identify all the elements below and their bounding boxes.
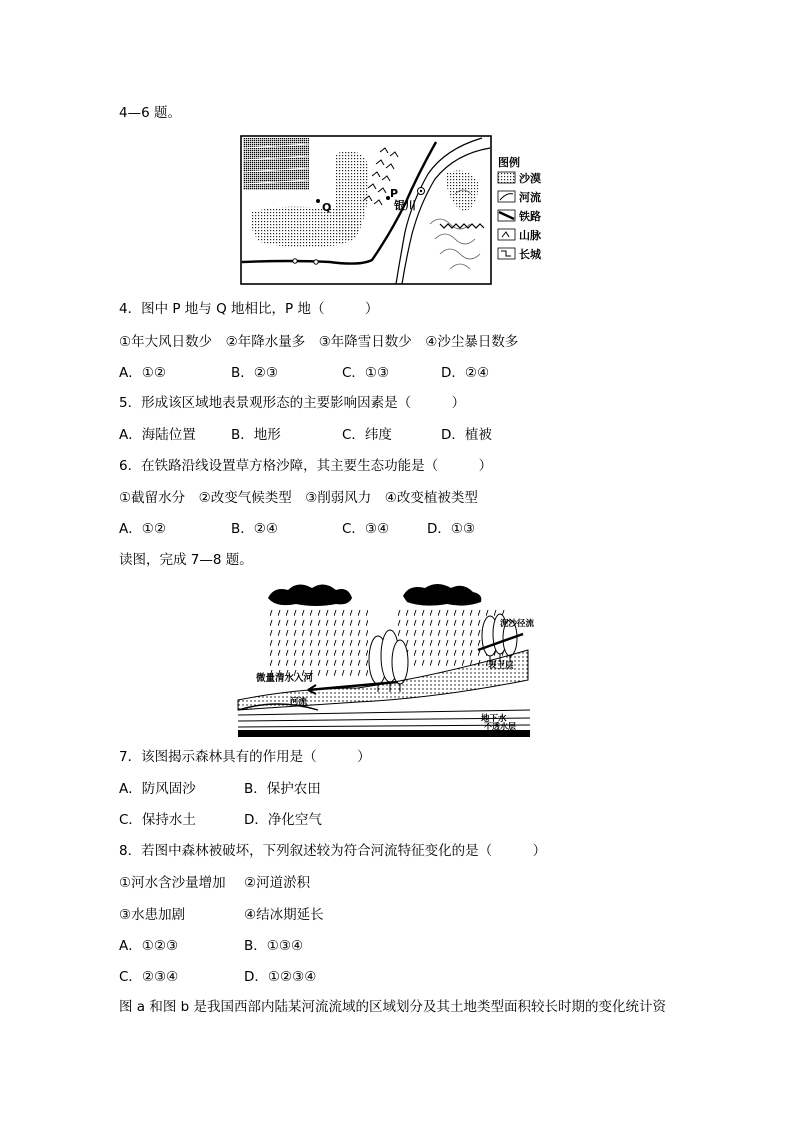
rain-left	[268, 606, 368, 676]
q4-option-b[interactable]: B．②③	[231, 365, 278, 381]
label-city: 银川	[394, 199, 416, 212]
tail-text: 图 a 和图 b 是我国西部内陆某河流流域的区域划分及其土地类型面积较长时期的变化统计资	[119, 999, 667, 1015]
q5-option-c[interactable]: C．纬度	[342, 427, 392, 443]
legend-wall: 长城	[519, 248, 541, 261]
legend-river: 河流	[519, 191, 541, 204]
q5-option-a[interactable]: A．海陆位置	[119, 427, 196, 443]
intro2-text: 读图，完成 7—8 题。	[119, 552, 253, 568]
q5-stem: 5．形成该区域地表景观形态的主要影响因素是（ ）	[119, 395, 466, 411]
forest-figure	[238, 580, 535, 738]
q6-option-a[interactable]: A．①②	[119, 521, 166, 537]
label-river: 河流	[290, 697, 308, 707]
intro-text: 4—6 题。	[119, 105, 181, 121]
label-aquiclude: 不透水层	[484, 722, 516, 731]
q7-option-a[interactable]: A．防风固沙	[119, 781, 196, 797]
q4-option-a[interactable]: A．①②	[119, 365, 166, 381]
q7-option-d[interactable]: D．净化空气	[244, 812, 322, 828]
legend-railway: 铁路	[519, 210, 541, 223]
q6-option-d[interactable]: D．①③	[427, 521, 476, 537]
q8-statement-1: ①河水含沙量增加	[119, 875, 226, 891]
city-yinchuan	[420, 190, 422, 192]
cloud-left	[268, 584, 352, 606]
q4-option-c[interactable]: C．①③	[342, 365, 390, 381]
legend-mountain: 山脉	[519, 229, 541, 242]
forest-svg	[238, 580, 535, 738]
q6-stem: 6．在铁路沿线设置草方格沙障，其主要生态功能是（ ）	[119, 458, 493, 474]
legend-desert: 沙漠	[519, 172, 541, 185]
q7-option-c[interactable]: C．保持水土	[119, 812, 196, 828]
q8-statement-3: ③水患加剧	[119, 907, 186, 923]
map-legend	[498, 155, 542, 261]
q7-stem: 7．该图揭示森林具有的作用是（ ）	[119, 749, 371, 765]
desert-central	[335, 151, 369, 241]
map-figure	[240, 134, 560, 286]
q8-option-a[interactable]: A．①②③	[119, 938, 179, 954]
q8-option-d[interactable]: D．①②③④	[244, 969, 317, 985]
legend-title: 图例	[498, 156, 520, 169]
label-p: P	[390, 187, 399, 200]
q6-option-c[interactable]: C．③④	[342, 521, 390, 537]
map-svg	[240, 134, 560, 286]
q4-statements: ①年大风日数少 ②年降水量多 ③年降雪日数少 ④沙尘暴日数多	[119, 334, 519, 350]
q6-option-b[interactable]: B．②④	[231, 521, 278, 537]
label-soil: 表土层	[488, 661, 514, 671]
label-runoff: 微量清水入河	[256, 673, 314, 684]
river-line	[402, 148, 490, 284]
q8-stem: 8．若图中森林被破坏，下列叙述较为符合河流特征变化的是（ ）	[119, 843, 547, 859]
label-q: Q	[322, 201, 332, 214]
q8-statement-2: ②河道淤积	[244, 875, 311, 891]
q8-option-c[interactable]: C．②③④	[119, 969, 179, 985]
great-wall	[440, 224, 484, 228]
label-groundwater: 地下水	[481, 714, 507, 724]
point-q	[316, 199, 320, 203]
q8-option-b[interactable]: B．①③④	[244, 938, 304, 954]
label-slope-flow: 泥沙径流	[500, 619, 535, 629]
q6-statements: ①截留水分 ②改变气候类型 ③削弱风力 ④改变植被类型	[119, 490, 478, 506]
cloud-right	[403, 584, 481, 606]
q4-option-d[interactable]: D．②④	[441, 365, 490, 381]
aquiclude-bar	[238, 730, 530, 737]
q4-stem: 4．图中 P 地与 Q 地相比，P 地（ ）	[119, 301, 379, 317]
q7-option-b[interactable]: B．保护农田	[244, 781, 321, 797]
q5-option-d[interactable]: D．植被	[441, 427, 492, 443]
desert-east	[445, 170, 478, 212]
q8-statement-4: ④结冰期延长	[244, 907, 324, 923]
q5-option-b[interactable]: B．地形	[231, 427, 281, 443]
